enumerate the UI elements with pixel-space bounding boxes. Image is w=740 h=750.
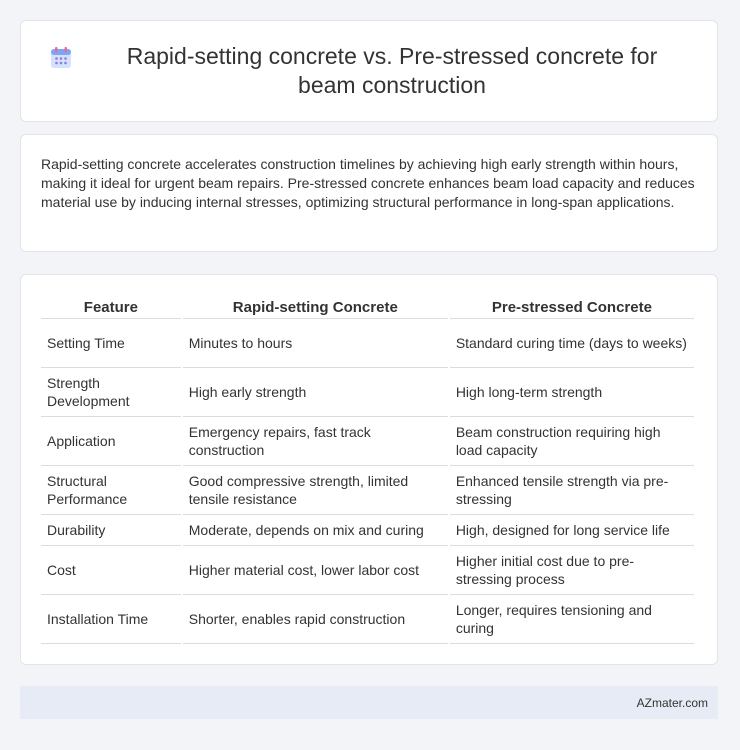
intro-paragraph: Rapid-setting concrete accelerates construction timelines by achieving high early strength within hours, making it ideal for urgent beam repairs. Pre-stressed concrete enhances beam load capacity and reduces material use by inducing internal stresses, optimizing structural performance in long-span applications. bbox=[41, 156, 695, 210]
pre-stressed-cell: Higher initial cost due to pre-stressing process bbox=[450, 546, 694, 595]
pre-stressed-cell: Enhanced tensile strength via pre-stressing bbox=[450, 466, 694, 515]
rapid-setting-cell: Shorter, enables rapid construction bbox=[183, 595, 448, 644]
title-wrap bbox=[49, 42, 689, 100]
table-row bbox=[41, 319, 694, 368]
title-card bbox=[20, 20, 718, 122]
feature-cell: Setting Time bbox=[41, 319, 181, 368]
feature-cell: Durability bbox=[41, 515, 181, 546]
intro-card bbox=[20, 134, 718, 252]
feature-cell: Structural Performance bbox=[41, 466, 181, 515]
calendar-icon bbox=[49, 46, 73, 70]
rapid-setting-cell: Good compressive strength, limited tensile resistance bbox=[183, 466, 448, 515]
comparison-table bbox=[39, 295, 696, 644]
header-rapid-setting: Rapid-setting Concrete bbox=[183, 295, 448, 319]
feature-cell: Strength Development bbox=[41, 368, 181, 417]
comparison-table-card bbox=[20, 274, 718, 665]
pre-stressed-cell: Longer, requires tensioning and curing bbox=[450, 595, 694, 644]
rapid-setting-cell: Higher material cost, lower labor cost bbox=[183, 546, 448, 595]
rapid-setting-cell: Minutes to hours bbox=[183, 319, 448, 368]
table-row bbox=[41, 417, 694, 466]
page-title: Rapid-setting concrete vs. Pre-stressed concrete for beam construction bbox=[126, 43, 658, 98]
table-row bbox=[41, 595, 694, 644]
table-header-row bbox=[41, 295, 694, 319]
table-row bbox=[41, 546, 694, 595]
rapid-setting-cell: Emergency repairs, fast track construction bbox=[183, 417, 448, 466]
feature-cell: Cost bbox=[41, 546, 181, 595]
feature-cell: Installation Time bbox=[41, 595, 181, 644]
pre-stressed-cell: High, designed for long service life bbox=[450, 515, 694, 546]
pre-stressed-cell: Beam construction requiring high load capacity bbox=[450, 417, 694, 466]
feature-cell: Application bbox=[41, 417, 181, 466]
table-row bbox=[41, 515, 694, 546]
footer-brand[interactable]: AZmater.com bbox=[636, 695, 708, 710]
pre-stressed-cell: High long-term strength bbox=[450, 368, 694, 417]
rapid-setting-cell: High early strength bbox=[183, 368, 448, 417]
rapid-setting-cell: Moderate, depends on mix and curing bbox=[183, 515, 448, 546]
table-row bbox=[41, 466, 694, 515]
pre-stressed-cell: Standard curing time (days to weeks) bbox=[450, 319, 694, 368]
header-feature: Feature bbox=[41, 295, 181, 319]
header-pre-stressed: Pre-stressed Concrete bbox=[450, 295, 694, 319]
table-row bbox=[41, 368, 694, 417]
footer-bar bbox=[20, 686, 718, 719]
